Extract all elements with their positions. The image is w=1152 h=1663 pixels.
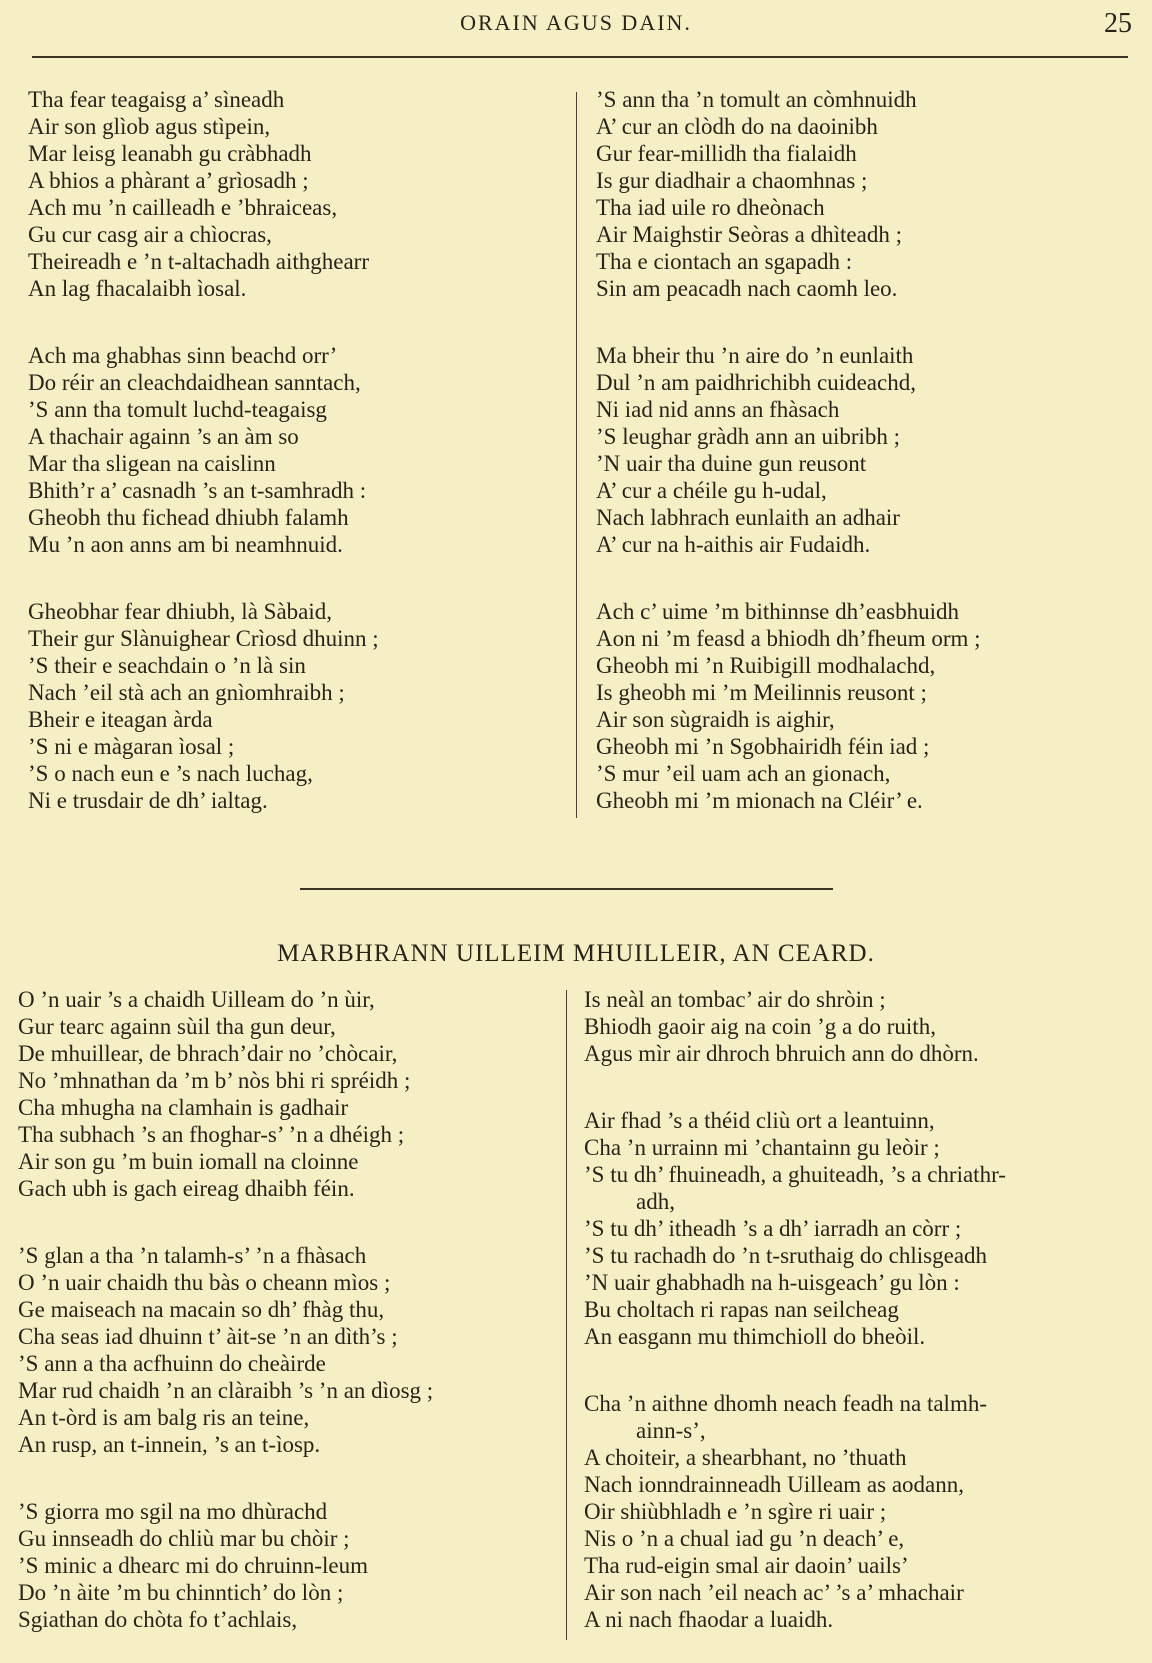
verse-line: ’S ni e màgaran ìosal ;	[28, 734, 235, 759]
verse-line: ’S glan a tha ’n talamh-s’ ’n a fhàsach	[18, 1243, 367, 1268]
verse-line: Mu ’n aon anns am bi neamhnuid.	[28, 532, 343, 557]
verse-line: ainn-s’,	[636, 1418, 706, 1443]
verse-line: Gheobhar fear dhiubh, là Sàbaid,	[28, 599, 333, 624]
verse-line: Tha rud-eigin smal air daoin’ uails’	[584, 1553, 909, 1578]
upper-right-column	[596, 86, 981, 814]
verse-line: Gheobh mi ’m mionach na Cléir’ e.	[596, 788, 923, 813]
verse-line: Agus mìr air dhroch bhruich ann do dhòrn.	[584, 1041, 979, 1066]
verse-line: Gheobh mi ’n Ruibigill modhalachd,	[596, 653, 936, 678]
verse-line: Air son sùgraidh is aighir,	[596, 707, 835, 732]
verse-line: ’S tu rachadh do ’n t-sruthaig do chlisgeadh	[584, 1243, 988, 1268]
verse-line: An rusp, an t-innein, ’s an t-ìosp.	[18, 1432, 321, 1457]
verse-line: O ’n uair ’s a chaidh Uilleam do ’n ùir,	[18, 987, 375, 1012]
verse-line: Gur fear-millidh tha fialaidh	[596, 141, 857, 166]
verse-line: Bu choltach ri rapas nan seilcheag	[584, 1297, 899, 1322]
verse-line: adh,	[636, 1189, 675, 1214]
upper-left-column	[28, 86, 379, 814]
stanza	[596, 342, 981, 558]
verse-line: ’S leughar gràdh ann an uibribh ;	[596, 424, 901, 449]
page-number: 25	[1104, 8, 1132, 39]
verse-line: Sin am peacadh nach caomh leo.	[596, 276, 898, 301]
verse-line: Gach ubh is gach eireag dhaibh féin.	[18, 1176, 355, 1201]
verse-line: ’N uair tha duine gun reusont	[596, 451, 867, 476]
verse-line: Ma bheir thu ’n aire do ’n eunlaith	[596, 343, 914, 368]
verse-line: No ’mhnathan da ’m b’ nòs bhi ri spréidh ;	[18, 1068, 411, 1093]
verse-line: Air son gu ’m buin iomall na cloinne	[18, 1149, 359, 1174]
verse-line: Gheobh thu fichead dhiubh falamh	[28, 505, 349, 530]
verse-line: Is gheobh mi ’m Meilinnis reusont ;	[596, 680, 927, 705]
verse-line: Bhith’r a’ casnadh ’s an t-samhradh :	[28, 478, 367, 503]
verse-line: Sgiathan do chòta fo t’achlais,	[18, 1607, 298, 1632]
verse-line: Aon ni ’m feasd a bhiodh dh’fheum orm ;	[596, 626, 981, 651]
verse-line: ’S o nach eun e ’s nach luchag,	[28, 761, 313, 786]
verse-line: An t-òrd is am balg ris an teine,	[18, 1405, 310, 1430]
verse-line: Mar rud chaidh ’n an clàraibh ’s ’n an dìosg ;	[18, 1378, 434, 1403]
stanza	[584, 986, 1006, 1067]
verse-line: Nach ’eil stà ach an gnìomhraibh ;	[28, 680, 345, 705]
verse-line: Oir shiùbhladh e ’n sgìre ri uair ;	[584, 1499, 887, 1524]
verse-line: Ach mu ’n cailleadh e ’bhraiceas,	[28, 195, 338, 220]
section-rule	[300, 888, 833, 890]
verse-line: Is neàl an tombac’ air do shròin ;	[584, 987, 886, 1012]
verse-line: Do réir an cleachdaidhean sanntach,	[28, 370, 361, 395]
verse-line: Tha fear teagaisg a’ sìneadh	[28, 87, 285, 112]
verse-line: A thachair againn ’s an àm so	[28, 424, 299, 449]
verse-line: Gu cur casg air a chìocras,	[28, 222, 272, 247]
upper-column-divider	[576, 92, 577, 818]
stanza	[584, 1107, 1006, 1350]
verse-line: ’S ann a tha acfhuinn do cheàirde	[18, 1351, 326, 1376]
verse-line: De mhuillear, de bhrach’dair no ’chòcair,	[18, 1041, 398, 1066]
running-title: ORAIN AGUS DAIN.	[460, 10, 692, 35]
stanza	[18, 1498, 433, 1633]
verse-line: An easgann mu thimchioll do bheòil.	[584, 1324, 926, 1349]
verse-line: ’S tu dh’ fhuineadh, a ghuiteadh, ’s a chriathr-	[584, 1162, 1006, 1187]
verse-line: Ach c’ uime ’m bithinnse dh’easbhuidh	[596, 599, 960, 624]
stanza	[28, 598, 379, 814]
verse-line: Ni e trusdair de dh’ ialtag.	[28, 788, 268, 813]
verse-line: ’S their e seachdain o ’n là sin	[28, 653, 306, 678]
verse-line: Nach ionndrainneadh Uilleam as aodann,	[584, 1472, 965, 1497]
verse-line: Mar leisg leanabh gu cràbhadh	[28, 141, 312, 166]
verse-line: ’N uair ghabhadh na h-uisgeach’ gu lòn :	[584, 1270, 960, 1295]
stanza	[28, 342, 379, 558]
stanza	[28, 86, 379, 302]
verse-line: Cha ’n urrainn mi ’chantainn gu leòir ;	[584, 1135, 940, 1160]
verse-line: Ge maiseach na macain so dh’ fhàg thu,	[18, 1297, 385, 1322]
verse-line: Cha seas iad dhuinn t’ àit-se ’n an dìth’s ;	[18, 1324, 398, 1349]
verse-line: An lag fhacalaibh ìosal.	[28, 276, 247, 301]
verse-line: ’S tu dh’ itheadh ’s a dh’ iarradh an còrr ;	[584, 1216, 962, 1241]
verse-line: Mar tha sligean na caislinn	[28, 451, 276, 476]
verse-line: A’ cur a chéile gu h-udal,	[596, 478, 827, 503]
verse-line: Dul ’n am paidhrichibh cuideachd,	[596, 370, 916, 395]
stanza	[18, 1242, 433, 1458]
poem-right-column	[584, 986, 1006, 1633]
poem-column-divider	[566, 990, 567, 1640]
verse-line: Theireadh e ’n t-altachadh aithghearr	[28, 249, 369, 274]
verse-line: Tha subhach ’s an fhoghar-s’ ’n a dhéigh ;	[18, 1122, 405, 1147]
verse-line: ’S ann tha tomult luchd-teagaisg	[28, 397, 327, 422]
verse-line: Tha e ciontach an sgapadh :	[596, 249, 853, 274]
verse-line: Bhiodh gaoir aig na coin ’g a do ruith,	[584, 1014, 936, 1039]
verse-line: Cha mhugha na clamhain is gadhair	[18, 1095, 349, 1120]
verse-line: ’S ann tha ’n tomult an còmhnuidh	[596, 87, 917, 112]
stanza	[596, 86, 981, 302]
verse-line: Nis o ’n a chual iad gu ’n deach’ e,	[584, 1526, 905, 1551]
verse-line: A’ cur an clòdh do na daoinibh	[596, 114, 878, 139]
verse-line: Air son nach ’eil neach ac’ ’s a’ mhachair	[584, 1580, 964, 1605]
stanza	[596, 598, 981, 814]
stanza	[18, 986, 433, 1202]
header-rule	[32, 56, 1128, 58]
poem-title: MARBHRANN UILLEIM MHUILLEIR, AN CEARD.	[277, 940, 875, 967]
verse-line: Tha iad uile ro dheònach	[596, 195, 825, 220]
verse-line: Gur tearc againn sùil tha gun deur,	[18, 1014, 336, 1039]
verse-line: Gheobh mi ’n Sgobhairidh féin iad ;	[596, 734, 930, 759]
verse-line: Cha ’n aithne dhomh neach feadh na talmh-	[584, 1391, 987, 1416]
verse-line: Ni iad nid anns an fhàsach	[596, 397, 840, 422]
verse-line: A choiteir, a shearbhant, no ’thuath	[584, 1445, 907, 1470]
verse-line: A bhios a phàrant a’ grìosadh ;	[28, 168, 309, 193]
running-head	[0, 8, 1152, 48]
verse-line: A’ cur na h-aithis air Fudaidh.	[596, 532, 871, 557]
verse-line: Air Maighstir Seòras a dhìteadh ;	[596, 222, 902, 247]
verse-line: Do ’n àite ’m bu chinntich’ do lòn ;	[18, 1580, 344, 1605]
verse-line: Nach labhrach eunlaith an adhair	[596, 505, 900, 530]
verse-line: ’S giorra mo sgil na mo dhùrachd	[18, 1499, 328, 1524]
poem-left-column	[18, 986, 433, 1633]
verse-line: Gu innseadh do chliù mar bu chòir ;	[18, 1526, 350, 1551]
verse-line: Is gur diadhair a chaomhnas ;	[596, 168, 868, 193]
stanza	[584, 1390, 1006, 1633]
verse-line: A ni nach fhaodar a luaidh.	[584, 1607, 834, 1632]
verse-line: O ’n uair chaidh thu bàs o cheann mìos ;	[18, 1270, 391, 1295]
verse-line: Bheir e iteagan àrda	[28, 707, 213, 732]
verse-line: ’S minic a dhearc mi do chruinn-leum	[18, 1553, 369, 1578]
verse-line: Ach ma ghabhas sinn beachd orr’	[28, 343, 338, 368]
verse-line: Air fhad ’s a théid cliù ort a leantuinn,	[584, 1108, 935, 1133]
verse-line: ’S mur ’eil uam ach an gionach,	[596, 761, 891, 786]
verse-line: Their gur Slànuighear Crìosd dhuinn ;	[28, 626, 379, 651]
verse-line: Air son glìob agus stìpein,	[28, 114, 271, 139]
